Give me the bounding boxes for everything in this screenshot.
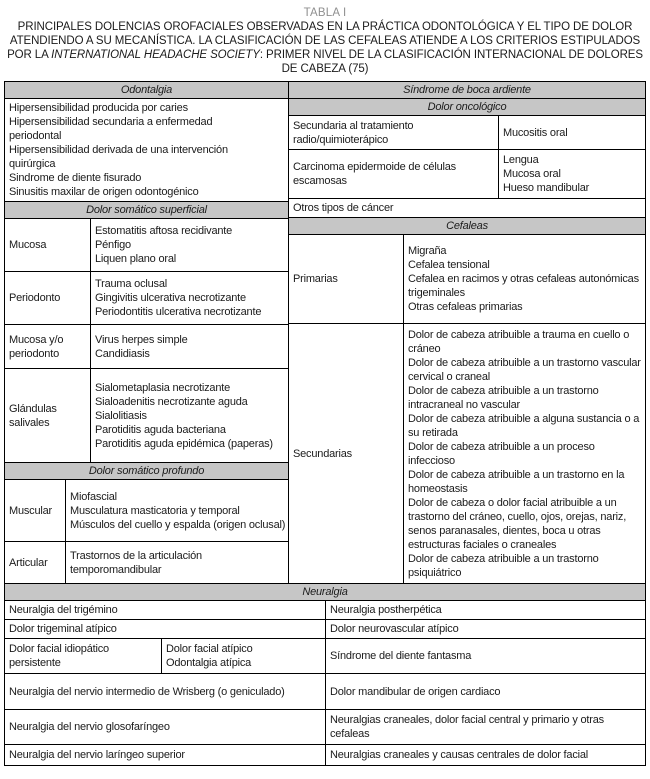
list-line: Trastornos de la articulación temporomandibular [70, 549, 202, 576]
list-line: Pénfigo [95, 239, 131, 251]
table-row [5, 620, 645, 639]
list-line: Dolor de cabeza atribuible a un trastorno psiquiátrico [408, 552, 599, 579]
list-line: Hipersensibilidad derivada de una intervención quirúrgica [9, 144, 228, 170]
list-line: Candidiasis [95, 347, 150, 360]
neuralgia-cell [162, 639, 325, 673]
section-header-dolor-somatico-superficial: Dolor somático superficial [5, 202, 288, 219]
row-label: Primarias [289, 235, 404, 323]
list-line: Sinusitis maxilar de origen odontogénico [9, 186, 199, 198]
title-block [4, 3, 646, 76]
table-row [5, 601, 645, 620]
table-number: TABLA I [303, 7, 347, 19]
section-header-dolor-oncologico: Dolor oncológico [289, 99, 645, 116]
caption-italic-text: INTERNATIONAL HEADACHE SOCIETY [51, 49, 260, 61]
neuralgia-cell: Dolor trigeminal atípico [5, 620, 326, 638]
table-row [289, 150, 645, 199]
list-line: Músculos del cuello y espalda (origen oclusal) [70, 518, 286, 531]
neuralgia-cell: Dolor neurovascular atípico [330, 623, 459, 635]
list-line: Odontalgia atípica [166, 657, 252, 669]
neuralgia-cell: Neuralgias craneales, dolor facial central y primario y otras cefaleas [330, 714, 604, 740]
list-line: Sindrome de diente fisurado [9, 172, 142, 184]
caption-text: PRINCIPALES DOLENCIAS OROFACIALES OBSERVADAS EN LA PRÁCTICA ODONTOLÓGICA Y EL TIPO DE DOLOR ATENDIENDO A SU MECANÍSTICA. LA CLASIFICACIÓN DE LAS CEFALEAS ATIENDE A LOS CRITERIOS ESTIPULADOS POR LA [7, 21, 641, 61]
list-line: Dolor de cabeza atribuible a un trastorno intracraneal no vascular [408, 384, 599, 411]
row-items [499, 116, 645, 149]
neuralgia-cell: Neuralgia del nervio glosofaríngeo [5, 710, 326, 744]
row-label: Muscular [5, 480, 66, 541]
row-items [91, 325, 288, 368]
row-items [66, 542, 288, 583]
table-row [289, 116, 645, 150]
list-line: Sialometaplasia necrotizante [95, 381, 231, 394]
neuralgia-cell: Neuralgia del nervio intermedio de Wrisberg (o geniculado) [5, 674, 326, 709]
list-line: Cefalea en racimos y otras cefaleas autonómicas trigeminales [408, 273, 639, 299]
list-line: Estomatitis aftosa recidivante [95, 225, 233, 237]
row-items [91, 369, 288, 462]
row-label: Glándulas salivales [5, 369, 91, 462]
row-label: Carcinoma epidermoide de células escamosas [289, 150, 499, 198]
section-header-cefaleas: Cefaleas [289, 218, 645, 235]
neuralgia-split-cell [5, 639, 326, 673]
list-line: Hueso mandibular [503, 182, 590, 194]
list-line: Musculatura masticatoria y temporal [70, 504, 240, 517]
section-header-odontalgia: Odontalgia [5, 82, 288, 99]
list-line: Hipersensibilidad secundaria a enfermedad periodontal [9, 116, 213, 142]
list-line: Migraña [408, 245, 447, 257]
list-line: Mucosa oral [503, 168, 561, 180]
list-line: Gingivitis ulcerativa necrotizante [95, 292, 246, 304]
neuralgia-cell: Neuralgia del trigémino [5, 601, 326, 619]
list-line: Dolor facial atípico [166, 643, 253, 655]
list-line: Dolor de cabeza atribuible a alguna sustancia o a su retirada [408, 412, 640, 439]
list-line: Otras cefaleas primarias [408, 301, 523, 313]
table-caption [6, 20, 644, 76]
row-items [499, 150, 645, 198]
list-line: Miofascial [70, 490, 117, 503]
list-line: Hipersensibilidad producida por caries [9, 102, 188, 114]
table-row [5, 710, 645, 745]
neuralgia-cell: Neuralgia del nervio laríngeo superior [5, 745, 326, 765]
table-row [5, 542, 288, 584]
section-header-dolor-somatico-profundo: Dolor somático profundo [5, 463, 288, 480]
row-label: Secundaria al tratamiento radio/quimioterápico [289, 116, 499, 149]
table-row [5, 219, 288, 272]
row-items [66, 480, 288, 541]
section-header-neuralgia: Neuralgia [5, 584, 645, 601]
section-header-sindrome-boca-ardiente: Síndrome de boca ardiente [289, 82, 645, 99]
row-label: Mucosa y/o periodonto [5, 325, 91, 368]
list-line: Dolor de cabeza atribuible a un trastorno en la homeostasis [408, 468, 625, 495]
right-column [289, 82, 645, 584]
row-label: Periodonto [5, 272, 91, 324]
row-items [91, 272, 288, 324]
otros-tipos-cancer-cell: Otros tipos de cáncer [289, 199, 645, 218]
list-line: Dolor de cabeza atribuible a un proceso infeccioso [408, 440, 595, 467]
left-column [5, 82, 289, 584]
row-label: Mucosa [5, 219, 91, 271]
table-row [5, 674, 645, 710]
neuralgia-section [5, 584, 645, 765]
list-line: Periodontitis ulcerativa necrotizante [95, 306, 262, 318]
list-line: Trauma oclusal [95, 278, 167, 290]
list-line: Liquen plano oral [95, 253, 177, 265]
row-items [91, 219, 288, 271]
list-line: Sialolitiasis [95, 409, 147, 422]
table-row [5, 745, 645, 765]
table-row [5, 639, 645, 674]
list-line: Dolor de cabeza atribuible a trauma en cuello o cráneo [408, 328, 630, 355]
list-line: Lengua [503, 154, 539, 166]
list-line: Dolor de cabeza o dolor facial atribuible a un trastorno del cráneo, cuello, ojos, orejas, nariz, senos paranasales, dientes, boca u otras estructuras faciales o craneales [408, 496, 627, 551]
neuralgia-cell: Síndrome del diente fantasma [330, 650, 472, 662]
orofacial-pain-table [4, 81, 646, 766]
table-row [5, 325, 288, 369]
neuralgia-cell: Dolor mandibular de origen cardiaco [330, 685, 501, 698]
table-row [5, 369, 288, 463]
table-row [289, 324, 645, 584]
list-line: Dolor de cabeza atribuible a un trastorno vascular cervical o craneal [408, 356, 641, 383]
neuralgia-cell: Neuralgias craneales y causas centrales de dolor facial [330, 749, 589, 761]
caption-text-end: : PRIMER NIVEL DE LA CLASIFICACIÓN INTERNACIONAL DE DOLORES DE CABEZA (75) [259, 49, 643, 75]
table-row [289, 235, 645, 324]
row-items [404, 324, 645, 583]
list-line: Mucositis oral [503, 126, 568, 139]
neuralgia-cell: Neuralgia postherpética [330, 604, 442, 616]
row-label: Secundarias [289, 324, 404, 583]
table-upper-halves [5, 82, 645, 584]
row-items [404, 235, 645, 323]
list-line: Cefalea tensional [408, 259, 490, 271]
row-label: Articular [5, 542, 66, 583]
neuralgia-cell: Dolor facial idiopático persistente [5, 639, 162, 673]
odontalgia-items-cell [5, 99, 288, 202]
list-line: Parotiditis aguda bacteriana [95, 423, 226, 436]
list-line: Virus herpes simple [95, 333, 188, 346]
list-line: Sialoadenitis necrotizante aguda [95, 395, 248, 408]
table-row [5, 272, 288, 325]
list-line: Parotiditis aguda epidémica (paperas) [95, 437, 273, 450]
table-row [5, 480, 288, 542]
